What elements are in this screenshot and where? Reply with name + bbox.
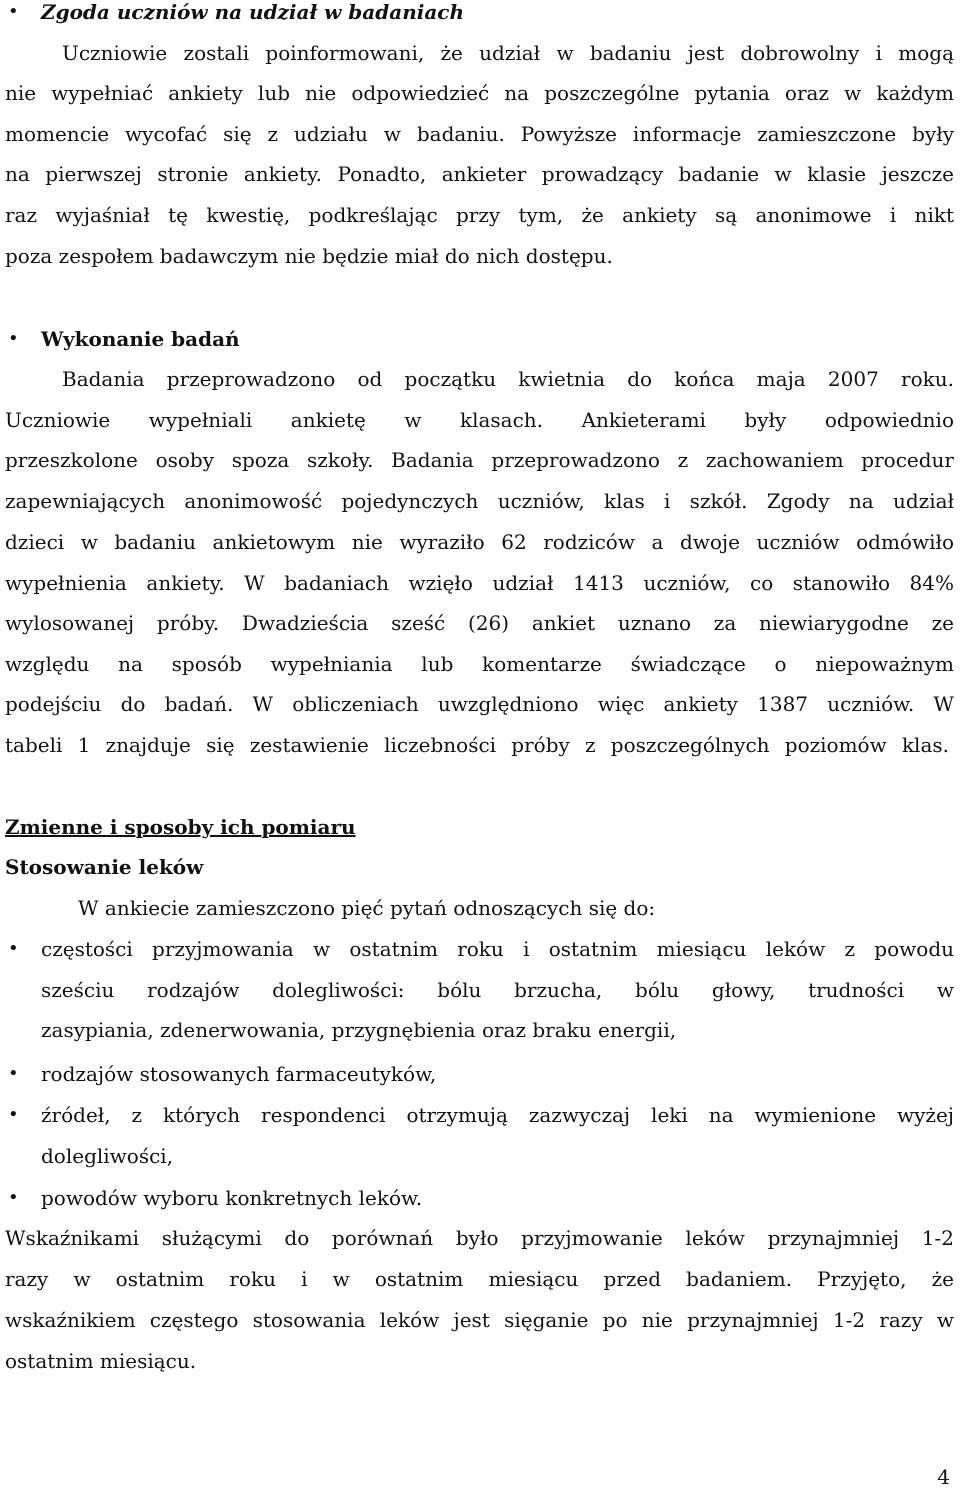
paragraph-line: ostatnim miesiącu. <box>5 1349 197 1373</box>
paragraph-line: na pierwszej stronie ankiety. Ponadto, ankieter prowadzący badanie w klasie jeszcze <box>5 162 954 186</box>
list-item-line: rodzajów stosowanych farmaceutyków, <box>41 1062 437 1086</box>
paragraph-line: zapewniających anonimowość pojedynczych uczniów, klas i szkół. Zgody na udział <box>5 489 954 513</box>
intro-line: W ankiecie zamieszczono pięć pytań odnoszących się do: <box>78 896 656 920</box>
list-item-line: powodów wyboru konkretnych leków. <box>41 1186 423 1210</box>
bullet-icon: • <box>8 1104 19 1125</box>
bullet-icon: • <box>8 1063 19 1084</box>
paragraph-line: momencie wycofać się z udziału w badaniu. Powyższe informacje zamieszczone były <box>5 122 954 146</box>
paragraph-line: Uczniowie wypełniali ankietę w klasach. Ankieterami były odpowiednio <box>5 408 954 432</box>
list-item-line: częstości przyjmowania w ostatnim roku i ostatnim miesiącu leków z powodu <box>41 937 954 961</box>
list-item-line: sześciu rodzajów dolegliwości: bólu brzucha, bólu głowy, trudności w <box>41 978 954 1002</box>
section-heading-execution: Wykonanie badań <box>41 327 240 351</box>
bullet-icon: • <box>8 1 19 22</box>
paragraph-line: Wskaźnikami służącymi do porównań było przyjmowanie leków przynajmniej 1-2 <box>5 1226 954 1250</box>
section-heading-consent: Zgoda uczniów na udział w badaniach <box>41 0 465 24</box>
paragraph-line: poza zespołem badawczym nie będzie miał do nich dostępu. <box>5 244 613 268</box>
list-item-line: zasypiania, zdenerwowania, przygnębienia oraz braku energii, <box>41 1018 677 1042</box>
paragraph-line: względu na sposób wypełniania lub komentarze świadczące o niepoważnym <box>5 652 954 676</box>
paragraph-line: razy w ostatnim roku i w ostatnim miesiącu przed badaniem. Przyjęto, że <box>5 1267 954 1291</box>
list-item-line: dolegliwości, <box>41 1144 174 1168</box>
paragraph-line: raz wyjaśniał tę kwestię, podkreślając przy tym, że ankiety są anonimowe i nikt <box>5 203 954 227</box>
paragraph-line: nie wypełniać ankiety lub nie odpowiedzieć na poszczególne pytania oraz w każdym <box>5 81 954 105</box>
list-item-line: źródeł, z których respondenci otrzymują zazwyczaj leki na wymienione wyżej <box>41 1103 954 1127</box>
paragraph-line: wskaźnikiem częstego stosowania leków jest sięganie po nie przynajmniej 1-2 razy w <box>5 1308 954 1332</box>
paragraph-line: dzieci w badaniu ankietowym nie wyraziło 62 rodziców a dwoje uczniów odmówiło <box>5 530 954 554</box>
paragraph-line: wylosowanej próby. Dwadzieścia sześć (26) ankiet uznano za niewiarygodne ze <box>5 611 954 635</box>
bullet-icon: • <box>8 1187 19 1208</box>
section-heading-variables: Zmienne i sposoby ich pomiaru <box>5 815 356 839</box>
subheading-medication-use: Stosowanie leków <box>5 855 204 879</box>
paragraph-line: podejściu do badań. W obliczeniach uwzględniono więc ankiety 1387 uczniów. W <box>5 692 954 716</box>
paragraph-line: przeszkolone osoby spoza szkoły. Badania przeprowadzono z zachowaniem procedur <box>5 448 954 472</box>
paragraph-line: Badania przeprowadzono od początku kwietnia do końca maja 2007 roku. <box>62 367 954 391</box>
paragraph-line: Uczniowie zostali poinformowani, że udział w badaniu jest dobrowolny i mogą <box>62 41 954 65</box>
page-number: 4 <box>937 1465 950 1489</box>
bullet-icon: • <box>8 938 19 959</box>
bullet-icon: • <box>8 328 19 349</box>
paragraph-line: wypełnienia ankiety. W badaniach wzięło udział 1413 uczniów, co stanowiło 84% <box>5 571 954 595</box>
paragraph-line: tabeli 1 znajduje się zestawienie liczebności próby z poszczególnych poziomów klas. <box>5 733 949 757</box>
